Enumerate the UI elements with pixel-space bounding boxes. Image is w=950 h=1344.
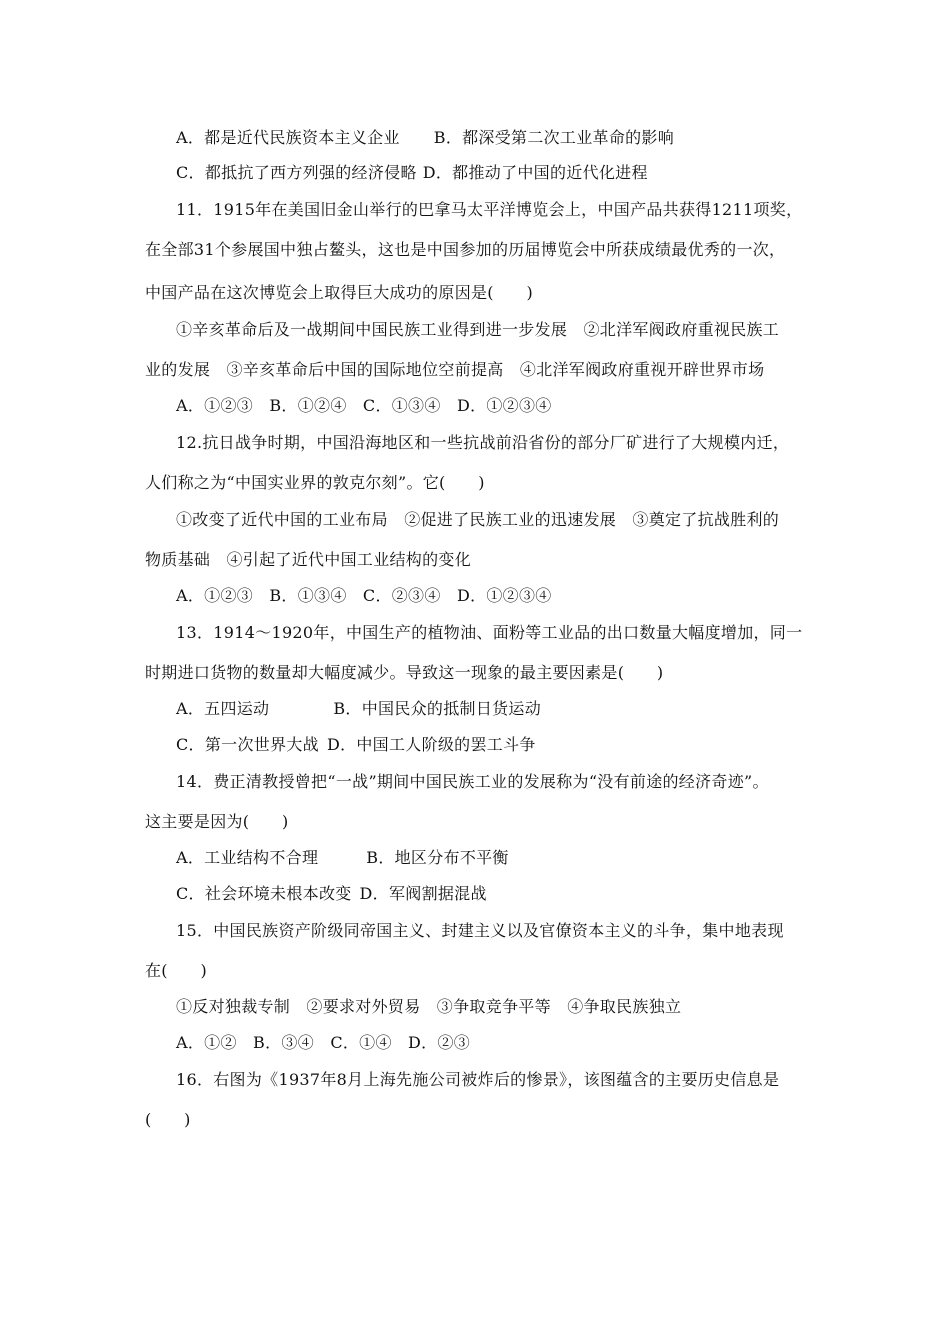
q12-items-line-2: 物质基础 ④引起了近代中国工业结构的变化 (145, 550, 472, 569)
q14-option-c: C．社会环境未根本改变 (176, 884, 352, 903)
q14-option-b: B．地区分布不平衡 (366, 848, 509, 867)
q12-stem-line-1: 12.抗日战争时期，中国沿海地区和一些抗战前沿省份的部分厂矿进行了大规模内迁， (176, 433, 790, 452)
q13-option-row-1 (176, 699, 541, 719)
q14-stem-line-1: 14．费正清教授曾把“一战”期间中国民族工业的发展称为“没有前途的经济奇迹”。 (176, 772, 769, 791)
q12-options: A．①②③ B．①③④ C．②③④ D．①②③④ (176, 586, 552, 605)
q13-option-b: B．中国民众的抵制日货运动 (333, 699, 542, 718)
q11-stem-line-1: 11．1915年在美国旧金山举行的巴拿马太平洋博览会上，中国产品共获得1211项奖， (176, 200, 803, 219)
q14-option-d: D．军阀割据混战 (359, 884, 487, 903)
q11-stem-line-3: 中国产品在这次博览会上取得巨大成功的原因是( ) (145, 283, 533, 302)
q13-option-row-2 (176, 735, 536, 755)
q11-stem-line-2: 在全部31个参展国中独占鳌头，这也是中国参加的历届博览会中所获成绩最优秀的一次， (145, 240, 786, 259)
q12-items-line-1: ①改变了近代中国的工业布局 ②促进了民族工业的迅速发展 ③奠定了抗战胜利的 (176, 510, 780, 529)
q10-option-row-2 (176, 163, 648, 183)
q15-stem-line-2: 在( ) (145, 961, 207, 980)
q13-option-a: A．五四运动 (176, 699, 270, 718)
q10-option-c: C．都抵抗了西方列强的经济侵略 (176, 163, 417, 182)
q15-options: A．①② B．③④ C．①④ D．②③ (176, 1033, 471, 1052)
q10-option-row-1 (176, 128, 674, 148)
q16-stem-line-2: ( ) (145, 1110, 191, 1129)
q16-stem-line-1: 16．右图为《1937年8月上海先施公司被炸后的惨景》，该图蕴含的主要历史信息是 (176, 1070, 780, 1089)
q14-option-row-2 (176, 884, 487, 904)
q12-stem-line-2: 人们称之为“中国实业界的敦克尔刻”。它( ) (145, 473, 485, 492)
q14-option-row-1 (176, 848, 509, 868)
q10-option-b: B．都深受第二次工业革命的影响 (433, 128, 675, 147)
q11-items-line-2: 业的发展 ③辛亥革命后中国的国际地位空前提高 ④北洋军阀政府重视开辟世界市场 (145, 360, 765, 379)
q13-stem-line-1: 13．1914～1920年，中国生产的植物油、面粉等工业品的出口数量大幅度增加，同一 (176, 623, 803, 642)
q10-option-a: A．都是近代民族资本主义企业 (176, 128, 400, 147)
q13-option-c: C．第一次世界大战 (176, 735, 319, 754)
q11-options: A．①②③ B．①②④ C．①③④ D．①②③④ (176, 396, 552, 415)
q14-stem-line-2: 这主要是因为( ) (145, 812, 289, 831)
q15-stem-line-1: 15．中国民族资产阶级同帝国主义、封建主义以及官僚资本主义的斗争，集中地表现 (176, 921, 784, 940)
q13-option-d: D．中国工人阶级的罢工斗争 (326, 735, 536, 754)
q11-items-line-1: ①辛亥革命后及一战期间中国民族工业得到进一步发展 ②北洋军阀政府重视民族工 (176, 320, 780, 339)
q15-items: ①反对独裁专制 ②要求对外贸易 ③争取竞争平等 ④争取民族独立 (176, 997, 682, 1016)
q14-option-a: A．工业结构不合理 (176, 848, 319, 867)
q10-option-d: D．都推动了中国的近代化进程 (422, 163, 648, 182)
q13-stem-line-2: 时期进口货物的数量却大幅度减少。导致这一现象的最主要因素是( ) (145, 663, 664, 682)
